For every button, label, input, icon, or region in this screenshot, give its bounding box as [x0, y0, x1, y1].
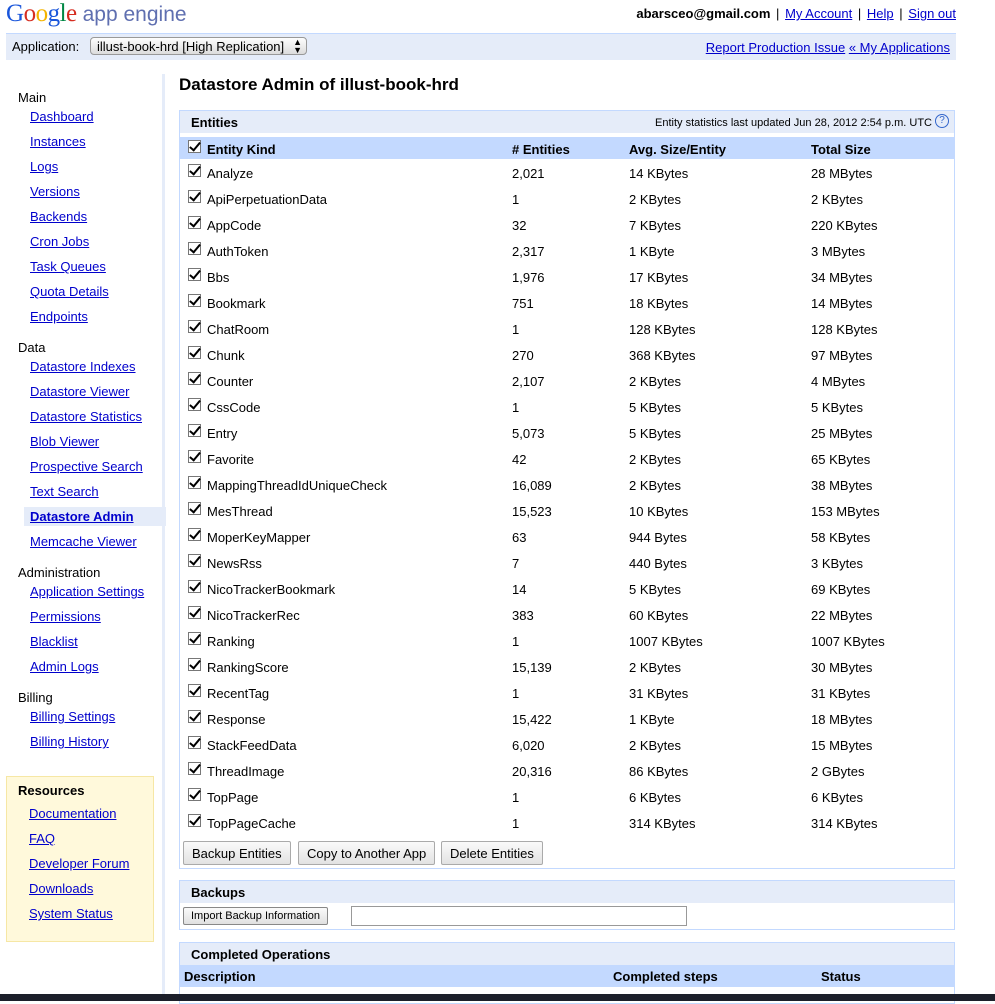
- avg-size-cell: 314 KBytes: [629, 816, 696, 831]
- completed-table-header: [180, 965, 954, 987]
- total-size-cell: 30 MBytes: [811, 660, 873, 675]
- avg-size-cell: 17 KBytes: [629, 270, 689, 285]
- entity-kind-cell: Ranking: [207, 634, 255, 649]
- avg-size-cell: 2 KBytes: [629, 192, 682, 207]
- entity-count-cell: 383: [512, 608, 534, 623]
- total-size-cell: 22 MBytes: [811, 608, 873, 623]
- sidebar-item-dashboard[interactable]: Dashboard: [30, 109, 94, 124]
- avg-size-cell: 5 KBytes: [629, 582, 682, 597]
- sidebar-item-billing-history[interactable]: Billing History: [30, 734, 109, 749]
- entity-count-cell: 7: [512, 556, 520, 571]
- avg-size-cell: 31 KBytes: [629, 686, 689, 701]
- entity-count-cell: 1: [512, 634, 520, 649]
- row-checkbox[interactable]: [188, 372, 201, 388]
- sidebar-item-datastore-admin[interactable]: Datastore Admin: [24, 507, 166, 526]
- row-checkbox[interactable]: [188, 216, 201, 232]
- select-arrows-icon: ▲ ▼: [293, 37, 302, 55]
- entity-kind-cell: TopPage: [207, 790, 259, 805]
- row-checkbox[interactable]: [188, 658, 201, 674]
- total-size-cell: 314 KBytes: [811, 816, 878, 831]
- total-size-cell: 220 KBytes: [811, 218, 878, 233]
- entities-title: Entities: [191, 115, 238, 130]
- avg-size-cell: 2 KBytes: [629, 660, 682, 675]
- total-size-cell: 3 KBytes: [811, 556, 864, 571]
- entity-kind-cell: Bookmark: [207, 296, 266, 311]
- entity-kind-cell: Counter: [207, 374, 254, 389]
- entity-kind-cell: NicoTrackerRec: [207, 608, 300, 623]
- resources-box: [6, 776, 154, 942]
- table-row: [180, 499, 954, 525]
- entity-kind-cell: RecentTag: [207, 686, 270, 701]
- table-row: [180, 707, 954, 733]
- nav-section-billing: Billing: [18, 690, 53, 705]
- sidebar-item-quota-details[interactable]: Quota Details: [30, 284, 109, 299]
- col-total-size[interactable]: Total Size: [811, 142, 871, 157]
- entity-kind-cell: MoperKeyMapper: [207, 530, 311, 545]
- row-checkbox[interactable]: [188, 554, 201, 570]
- google-wordmark: Google: [6, 0, 77, 27]
- table-row: [180, 187, 954, 213]
- entity-count-cell: 5,073: [512, 426, 545, 441]
- avg-size-cell: 440 Bytes: [629, 556, 687, 571]
- selected-application: illust-book-hrd [High Replication]: [97, 39, 285, 54]
- row-checkbox[interactable]: [188, 476, 201, 492]
- row-checkbox[interactable]: [188, 450, 201, 466]
- entity-count-cell: 32: [512, 218, 527, 233]
- total-size-cell: 34 MBytes: [811, 270, 873, 285]
- avg-size-cell: 2 KBytes: [629, 374, 682, 389]
- avg-size-cell: 6 KBytes: [629, 790, 682, 805]
- table-row: [180, 681, 954, 707]
- avg-size-cell: 5 KBytes: [629, 400, 682, 415]
- sidebar-item-admin-logs[interactable]: Admin Logs: [30, 659, 99, 674]
- sidebar-item-prospective-search[interactable]: Prospective Search: [30, 459, 143, 474]
- entity-kind-cell: Entry: [207, 426, 238, 441]
- total-size-cell: 14 MBytes: [811, 296, 873, 311]
- avg-size-cell: 5 KBytes: [629, 426, 682, 441]
- entity-kind-cell: AppCode: [207, 218, 262, 233]
- sidebar-item-cron-jobs[interactable]: Cron Jobs: [30, 234, 90, 249]
- table-row: [180, 317, 954, 343]
- row-checkbox[interactable]: [188, 528, 201, 544]
- entity-kind-cell: Response: [207, 712, 266, 727]
- row-checkbox[interactable]: [188, 242, 201, 258]
- row-checkbox[interactable]: [188, 632, 201, 648]
- app-engine-logo[interactable]: [6, 0, 187, 30]
- sidebar-item-blacklist[interactable]: Blacklist: [30, 634, 78, 649]
- user-email: abarsceo@gmail.com: [636, 6, 771, 21]
- sign-out-link[interactable]: Sign out: [908, 6, 956, 21]
- table-row: [180, 239, 954, 265]
- entity-kind-cell: AuthToken: [207, 244, 269, 259]
- sidebar-item-logs[interactable]: Logs: [30, 159, 59, 174]
- entity-count-cell: 751: [512, 296, 534, 311]
- application-bar: [6, 33, 956, 60]
- table-row: [180, 733, 954, 759]
- avg-size-cell: 2 KBytes: [629, 452, 682, 467]
- entity-count-cell: 1: [512, 790, 520, 805]
- row-checkbox[interactable]: [188, 710, 201, 726]
- total-size-cell: 58 KBytes: [811, 530, 871, 545]
- total-size-cell: 31 KBytes: [811, 686, 871, 701]
- entity-count-cell: 1: [512, 686, 520, 701]
- help-link[interactable]: Help: [866, 6, 894, 21]
- total-size-cell: 2 GBytes: [811, 764, 865, 779]
- total-size-cell: 3 MBytes: [811, 244, 866, 259]
- sidebar-item-text-search[interactable]: Text Search: [30, 484, 99, 499]
- col-status: Status: [821, 969, 861, 984]
- entity-count-cell: 15,523: [512, 504, 552, 519]
- table-row: [180, 525, 954, 551]
- entity-count-cell: 42: [512, 452, 527, 467]
- table-row: [180, 759, 954, 785]
- entity-stats-updated: Entity statistics last updated Jun 28, 2012 2:54 p.m. UTC: [655, 117, 932, 129]
- my-account-link[interactable]: My Account: [785, 6, 853, 21]
- sidebar-item-application-settings[interactable]: Application Settings: [30, 584, 145, 599]
- table-row: [180, 395, 954, 421]
- total-size-cell: 65 KBytes: [811, 452, 871, 467]
- total-size-cell: 69 KBytes: [811, 582, 871, 597]
- table-row: [180, 343, 954, 369]
- total-size-cell: 6 KBytes: [811, 790, 864, 805]
- total-size-cell: 5 KBytes: [811, 400, 864, 415]
- row-checkbox[interactable]: [188, 268, 201, 284]
- total-size-cell: 18 MBytes: [811, 712, 873, 727]
- sidebar-item-endpoints[interactable]: Endpoints: [30, 309, 88, 324]
- total-size-cell: 38 MBytes: [811, 478, 873, 493]
- row-checkbox[interactable]: [188, 814, 201, 830]
- backups-title: Backups: [191, 885, 246, 900]
- table-row: [180, 655, 954, 681]
- row-checkbox[interactable]: [188, 684, 201, 700]
- col-avg-size[interactable]: Avg. Size/Entity: [629, 142, 727, 157]
- total-size-cell: 2 KBytes: [811, 192, 864, 207]
- entity-count-cell: 15,422: [512, 712, 552, 727]
- total-size-cell: 4 MBytes: [811, 374, 866, 389]
- table-row: [180, 811, 954, 837]
- entity-count-cell: 15,139: [512, 660, 552, 675]
- entity-count-cell: 20,316: [512, 764, 552, 779]
- table-row: [180, 421, 954, 447]
- entities-table-header: [180, 137, 954, 159]
- nav-section-main: Main: [18, 90, 47, 105]
- entity-kind-cell: RankingScore: [207, 660, 289, 675]
- entity-count-cell: 2,021: [512, 166, 545, 181]
- total-size-cell: 128 KBytes: [811, 322, 878, 337]
- entity-count-cell: 1: [512, 192, 520, 207]
- sidebar-item-task-queues[interactable]: Task Queues: [30, 259, 106, 274]
- total-size-cell: 1007 KBytes: [811, 634, 885, 649]
- avg-size-cell: 1 KByte: [629, 244, 675, 259]
- table-row: [180, 785, 954, 811]
- total-size-cell: 153 MBytes: [811, 504, 880, 519]
- account-links: abarsceo@gmail.com | My Account | Help | Sign out: [636, 6, 956, 21]
- row-checkbox[interactable]: [188, 736, 201, 752]
- entity-kind-cell: ApiPerpetuationData: [207, 192, 327, 207]
- completed-operations-title: Completed Operations: [191, 947, 331, 962]
- entity-kind-cell: NewsRss: [207, 556, 262, 571]
- help-icon[interactable]: ?: [935, 114, 949, 128]
- table-row: [180, 551, 954, 577]
- row-checkbox[interactable]: [188, 424, 201, 440]
- row-checkbox[interactable]: [188, 346, 201, 362]
- row-checkbox[interactable]: [188, 788, 201, 804]
- sidebar-item-billing-settings[interactable]: Billing Settings: [30, 709, 116, 724]
- avg-size-cell: 18 KBytes: [629, 296, 689, 311]
- avg-size-cell: 86 KBytes: [629, 764, 689, 779]
- total-size-cell: 28 MBytes: [811, 166, 873, 181]
- table-row: [180, 603, 954, 629]
- row-checkbox[interactable]: [188, 502, 201, 518]
- entity-count-cell: 14: [512, 582, 527, 597]
- resource-link-downloads[interactable]: Downloads: [29, 881, 94, 896]
- entity-kind-cell: Favorite: [207, 452, 254, 467]
- table-row: [180, 265, 954, 291]
- table-row: [180, 161, 954, 187]
- row-checkbox[interactable]: [188, 762, 201, 778]
- entity-count-cell: 2,107: [512, 374, 545, 389]
- row-checkbox[interactable]: [188, 164, 201, 180]
- nav-section-administration: Administration: [18, 565, 101, 580]
- avg-size-cell: 10 KBytes: [629, 504, 689, 519]
- row-checkbox[interactable]: [188, 580, 201, 596]
- row-checkbox[interactable]: [188, 294, 201, 310]
- entity-kind-cell: NicoTrackerBookmark: [207, 582, 336, 597]
- backup-entities-button[interactable]: Backup Entities: [183, 841, 291, 865]
- my-applications-link[interactable]: « My Applications: [848, 40, 950, 55]
- application-select[interactable]: [90, 37, 307, 55]
- entity-count-cell: 63: [512, 530, 527, 545]
- entity-kind-cell: TopPageCache: [207, 816, 296, 831]
- col-completed-steps: Completed steps: [613, 969, 718, 984]
- entity-kind-cell: Chunk: [207, 348, 245, 363]
- entity-kind-cell: CssCode: [207, 400, 261, 415]
- sidebar-item-versions[interactable]: Versions: [30, 184, 80, 199]
- entity-count-cell: 1: [512, 400, 520, 415]
- entity-count-cell: 270: [512, 348, 534, 363]
- col-description: Description: [184, 969, 256, 984]
- entity-kind-cell: MesThread: [207, 504, 273, 519]
- avg-size-cell: 60 KBytes: [629, 608, 689, 623]
- table-row: [180, 577, 954, 603]
- col-num-entities[interactable]: # Entities: [512, 142, 570, 157]
- os-dock: [0, 994, 995, 1001]
- sidebar-item-memcache-viewer[interactable]: Memcache Viewer: [30, 534, 137, 549]
- entity-count-cell: 1: [512, 322, 520, 337]
- entity-count-cell: 1: [512, 816, 520, 831]
- sidebar-item-backends[interactable]: Backends: [30, 209, 88, 224]
- entity-count-cell: 2,317: [512, 244, 545, 259]
- sidebar-item-instances[interactable]: Instances: [30, 134, 86, 149]
- import-backup-button[interactable]: Import Backup Information: [183, 907, 328, 925]
- table-row: [180, 369, 954, 395]
- entity-count-cell: 16,089: [512, 478, 552, 493]
- sidebar-item-blob-viewer[interactable]: Blob Viewer: [30, 434, 100, 449]
- avg-size-cell: 1007 KBytes: [629, 634, 703, 649]
- report-production-issue-link[interactable]: Report Production Issue: [705, 40, 846, 55]
- entity-count-cell: 6,020: [512, 738, 545, 753]
- sidebar-item-datastore-viewer[interactable]: Datastore Viewer: [30, 384, 130, 399]
- entity-kind-cell: MappingThreadIdUniqueCheck: [207, 478, 387, 493]
- entity-kind-cell: Bbs: [207, 270, 230, 285]
- entity-kind-cell: ThreadImage: [207, 764, 285, 779]
- entity-kind-cell: ChatRoom: [207, 322, 270, 337]
- entity-kind-cell: StackFeedData: [207, 738, 297, 753]
- nav-section-data: Data: [18, 340, 46, 355]
- backups-panel: [179, 880, 955, 930]
- product-name: app engine: [82, 3, 187, 26]
- resource-link-developer-forum[interactable]: Developer Forum: [29, 856, 130, 871]
- total-size-cell: 97 MBytes: [811, 348, 873, 363]
- backup-info-input[interactable]: [351, 906, 687, 926]
- row-checkbox[interactable]: [188, 398, 201, 414]
- sidebar-item-permissions[interactable]: Permissions: [30, 609, 101, 624]
- row-checkbox[interactable]: [188, 320, 201, 336]
- avg-size-cell: 14 KBytes: [629, 166, 689, 181]
- sidebar-divider: [162, 74, 165, 994]
- total-size-cell: 15 MBytes: [811, 738, 873, 753]
- select-all-checkbox[interactable]: [188, 140, 201, 156]
- col-entity-kind[interactable]: Entity Kind: [207, 142, 276, 157]
- sidebar-nav: [0, 60, 165, 960]
- copy-to-another-app-button[interactable]: Copy to Another App: [298, 841, 435, 865]
- avg-size-cell: 128 KBytes: [629, 322, 696, 337]
- entity-kind-cell: Analyze: [207, 166, 254, 181]
- row-checkbox[interactable]: [188, 190, 201, 206]
- table-row: [180, 447, 954, 473]
- table-row: [180, 213, 954, 239]
- resource-link-system-status[interactable]: System Status: [29, 906, 113, 921]
- total-size-cell: 25 MBytes: [811, 426, 873, 441]
- avg-size-cell: 2 KBytes: [629, 738, 682, 753]
- sidebar-item-datastore-indexes[interactable]: Datastore Indexes: [30, 359, 136, 374]
- resources-title: Resources: [18, 783, 85, 798]
- avg-size-cell: 7 KBytes: [629, 218, 682, 233]
- avg-size-cell: 1 KByte: [629, 712, 675, 727]
- entity-count-cell: 1,976: [512, 270, 545, 285]
- table-row: [180, 473, 954, 499]
- table-row: [180, 629, 954, 655]
- resource-link-faq[interactable]: FAQ: [29, 831, 56, 846]
- avg-size-cell: 2 KBytes: [629, 478, 682, 493]
- table-row: [180, 291, 954, 317]
- row-checkbox[interactable]: [188, 606, 201, 622]
- avg-size-cell: 368 KBytes: [629, 348, 696, 363]
- entities-panel: [179, 110, 955, 869]
- sidebar-item-datastore-statistics[interactable]: Datastore Statistics: [30, 409, 142, 424]
- page-title: Datastore Admin of illust-book-hrd: [179, 75, 459, 94]
- delete-entities-button[interactable]: Delete Entities: [441, 841, 543, 865]
- application-label: Application:: [12, 39, 80, 54]
- resource-link-documentation[interactable]: Documentation: [29, 806, 117, 821]
- avg-size-cell: 944 Bytes: [629, 530, 687, 545]
